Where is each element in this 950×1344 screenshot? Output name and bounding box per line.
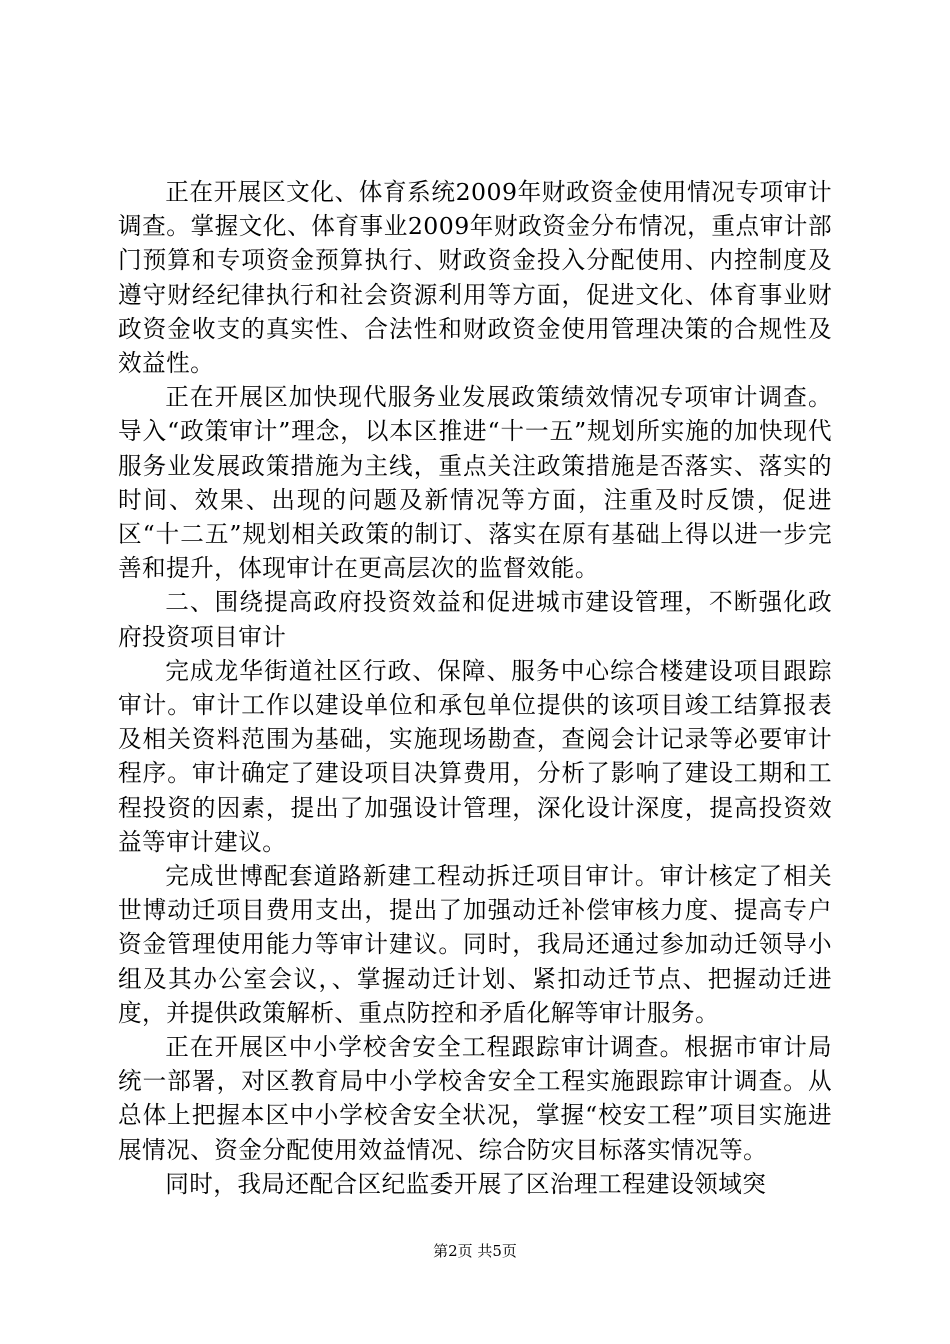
page-number-footer: 第2页 共5页 (433, 1242, 517, 1260)
paragraph-culture-sports-audit: 正在开展区文化、体育系统2009年财政资金使用情况专项审计调查。掌握文化、体育事业2009年财政资金分布情况，重点审计部门预算和专项资金预算执行、财政资金投入分配使用、内控制度及遵守财经纪律执行和社会资源利用等方面，促进文化、体育事业财政资金收支的真实性、合法性和财政资金使用管理决策的合规性及效益性。 (118, 178, 832, 378)
section-heading-investment-audit: 二、围绕提高政府投资效益和促进城市建设管理，不断强化政府投资项目审计 (118, 588, 832, 651)
paragraph-discipline-cooperation: 同时，我局还配合区纪监委开展了区治理工程建设领域突 (165, 1169, 767, 1198)
paragraph-service-industry-audit: 正在开展区加快现代服务业发展政策绩效情况专项审计调查。导入“政策审计”理念，以本区推进“十一五”规划所实施的加快现代服务业发展政策措施为主线，重点关注政策措施是否落实、落实的时间、效果、出现的问题及新情况等方面，注重及时反馈，促进区“十二五”规划相关政策的制订、落实在原有基础上得以进一步完善和提升，体现审计在更高层次的监督效能。 (118, 383, 832, 583)
document-body (118, 175, 832, 1201)
paragraph-school-safety-audit: 正在开展区中小学校舍安全工程跟踪审计调查。根据市审计局统一部署，对区教育局中小学校舍安全工程实施跟踪审计调查。从总体上把握本区中小学校舍安全状况，掌握“校安工程”项目实施进展情况、资金分配使用效益情况、综合防灾目标落实情况等。 (118, 1033, 832, 1164)
paragraph-expo-road-audit: 完成世博配套道路新建工程动拆迁项目审计。审计核定了相关世博动迁项目费用支出，提出了加强动迁补偿审核力度、提高专户资金管理使用能力等审计建议。同时，我局还通过参加动迁领导小组及其办公室会议，、掌握动迁计划、紧扣动迁节点、把握动迁进度，并提供政策解析、重点防控和矛盾化解等审计服务。 (118, 862, 832, 1027)
paragraph-longhua-building-audit: 完成龙华街道社区行政、保障、服务中心综合楼建设项目跟踪审计。审计工作以建设单位和承包单位提供的该项目竣工结算报表及相关资料范围为基础，实施现场勘查，查阅会计记录等必要审计程序。审计确定了建设项目决算费用，分析了影响了建设工期和工程投资的因素，提出了加强设计管理，深化设计深度，提高投资效益等审计建议。 (118, 656, 832, 856)
